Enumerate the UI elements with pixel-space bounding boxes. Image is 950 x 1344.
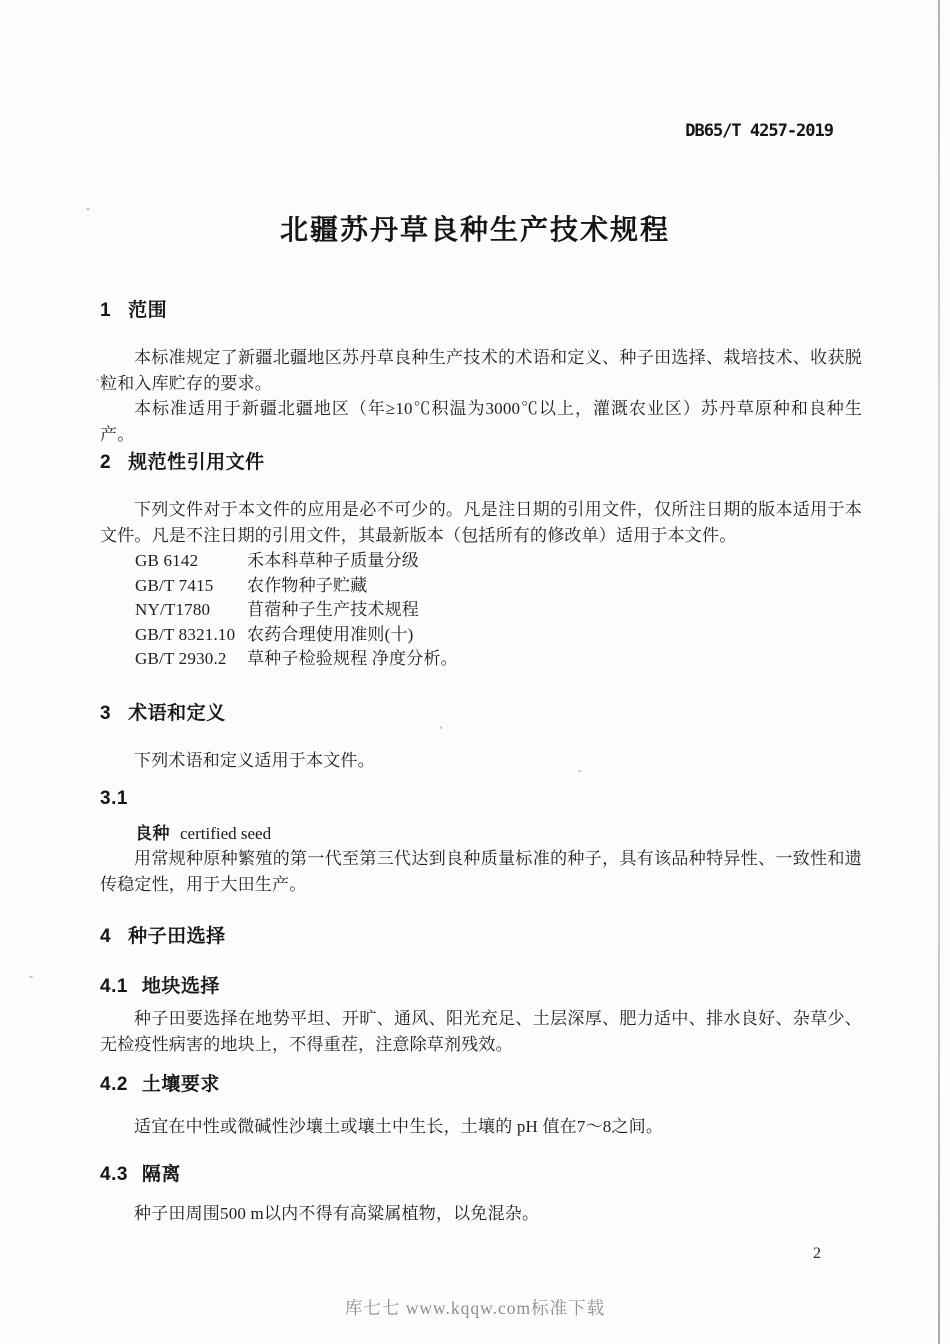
clause-4-2-number: 4.2 bbox=[100, 1074, 128, 1095]
scan-speck bbox=[29, 976, 33, 978]
page-number: 2 bbox=[813, 1245, 821, 1262]
clause-3-1-number: 3.1 bbox=[100, 788, 128, 809]
section-3-paragraph-1: 下列术语和定义适用于本文件。 bbox=[134, 751, 375, 770]
section-3-title: 术语和定义 bbox=[128, 703, 226, 724]
clause-4-2-title: 土壤要求 bbox=[141, 1074, 220, 1095]
section-1-paragraph-1: 本标准规定了新疆北疆地区苏丹草良种生产技术的术语和定义、种子田选择、栽培技术、收获脱粒和入库贮存的要求。 bbox=[100, 348, 862, 393]
clause-4-1-heading bbox=[100, 971, 860, 998]
reference-code: GB/T 7415 bbox=[135, 575, 214, 595]
page-title: 北疆苏丹草良种生产技术规程 bbox=[279, 214, 670, 245]
normative-references-list bbox=[100, 549, 862, 672]
reference-title: 农作物种子贮藏 bbox=[247, 575, 368, 595]
reference-code: GB/T 8321.10 bbox=[135, 624, 236, 644]
section-4-number: 4 bbox=[100, 926, 112, 947]
term-english: certified seed bbox=[180, 824, 272, 843]
clause-4-1-title: 地块选择 bbox=[141, 976, 220, 997]
section-4-heading bbox=[100, 921, 860, 948]
standard-code: DB65/T 4257-2019 bbox=[685, 121, 833, 141]
clause-4-3-number: 4.3 bbox=[100, 1164, 128, 1185]
section-1-heading bbox=[100, 295, 860, 322]
section-3-heading bbox=[100, 698, 860, 725]
reference-item bbox=[100, 647, 862, 672]
section-1-title: 范围 bbox=[128, 300, 168, 321]
reference-item bbox=[100, 549, 862, 574]
clause-4-3-paragraph: 种子田周围500 m以内不得有高粱属植物，以免混杂。 bbox=[134, 1204, 540, 1223]
reference-title: 苜蓿种子生产技术规程 bbox=[247, 600, 419, 620]
reference-code: GB 6142 bbox=[135, 551, 199, 570]
clause-4-1-number: 4.1 bbox=[100, 976, 128, 997]
term-definition-line bbox=[135, 819, 860, 844]
scan-edge-line bbox=[938, 0, 940, 1344]
section-2-heading bbox=[100, 447, 860, 474]
reference-item bbox=[100, 623, 862, 648]
term-definition-text: 用常规种原种繁殖的第一代至第三代达到良种质量标准的种子，具有该品种特异性、一致性和遗传稳定性，用于大田生产。 bbox=[100, 849, 862, 894]
section-3-number: 3 bbox=[100, 703, 112, 724]
footer-watermark: 库七七 www.kqqw.com标准下载 bbox=[344, 1298, 606, 1318]
section-1-paragraph-2: 本标准适用于新疆北疆地区（年≥10℃积温为3000℃以上，灌溉农业区）苏丹草原种和良种生产。 bbox=[100, 399, 862, 444]
section-4-title: 种子田选择 bbox=[128, 926, 226, 947]
reference-item bbox=[100, 598, 862, 623]
term-chinese: 良种 bbox=[135, 824, 170, 843]
reference-title: 农药合理使用准则(十) bbox=[247, 624, 414, 644]
section-2-title: 规范性引用文件 bbox=[128, 452, 265, 473]
section-2-number: 2 bbox=[100, 452, 112, 473]
reference-title: 草种子检验规程 净度分析。 bbox=[247, 649, 458, 669]
reference-code: NY/T1780 bbox=[135, 600, 211, 620]
reference-code: GB/T 2930.2 bbox=[135, 649, 227, 669]
section-1-number: 1 bbox=[100, 300, 112, 321]
clause-4-3-title: 隔离 bbox=[141, 1164, 181, 1185]
clause-4-3-heading bbox=[100, 1159, 860, 1186]
section-2-paragraph-1: 下列文件对于本文件的应用是必不可少的。凡是注日期的引用文件，仅所注日期的版本适用于本文件。凡是不注日期的引用文件，其最新版本（包括所有的修改单）适用于本文件。 bbox=[100, 500, 862, 545]
reference-item bbox=[100, 574, 862, 599]
scan-speck bbox=[440, 726, 442, 729]
clause-4-2-paragraph: 适宜在中性或微碱性沙壤土或壤土中生长，土壤的 pH 值在7～8之间。 bbox=[134, 1117, 664, 1136]
reference-title: 禾本科草种子质量分级 bbox=[247, 551, 419, 570]
clause-4-2-heading bbox=[100, 1069, 860, 1096]
scan-speck bbox=[96, 379, 99, 381]
clause-4-1-paragraph: 种子田要选择在地势平坦、开旷、通风、阳光充足、土层深厚、肥力适中、排水良好、杂草少、无检疫性病害的地块上，不得重茬，注意除草剂残效。 bbox=[100, 1009, 862, 1054]
